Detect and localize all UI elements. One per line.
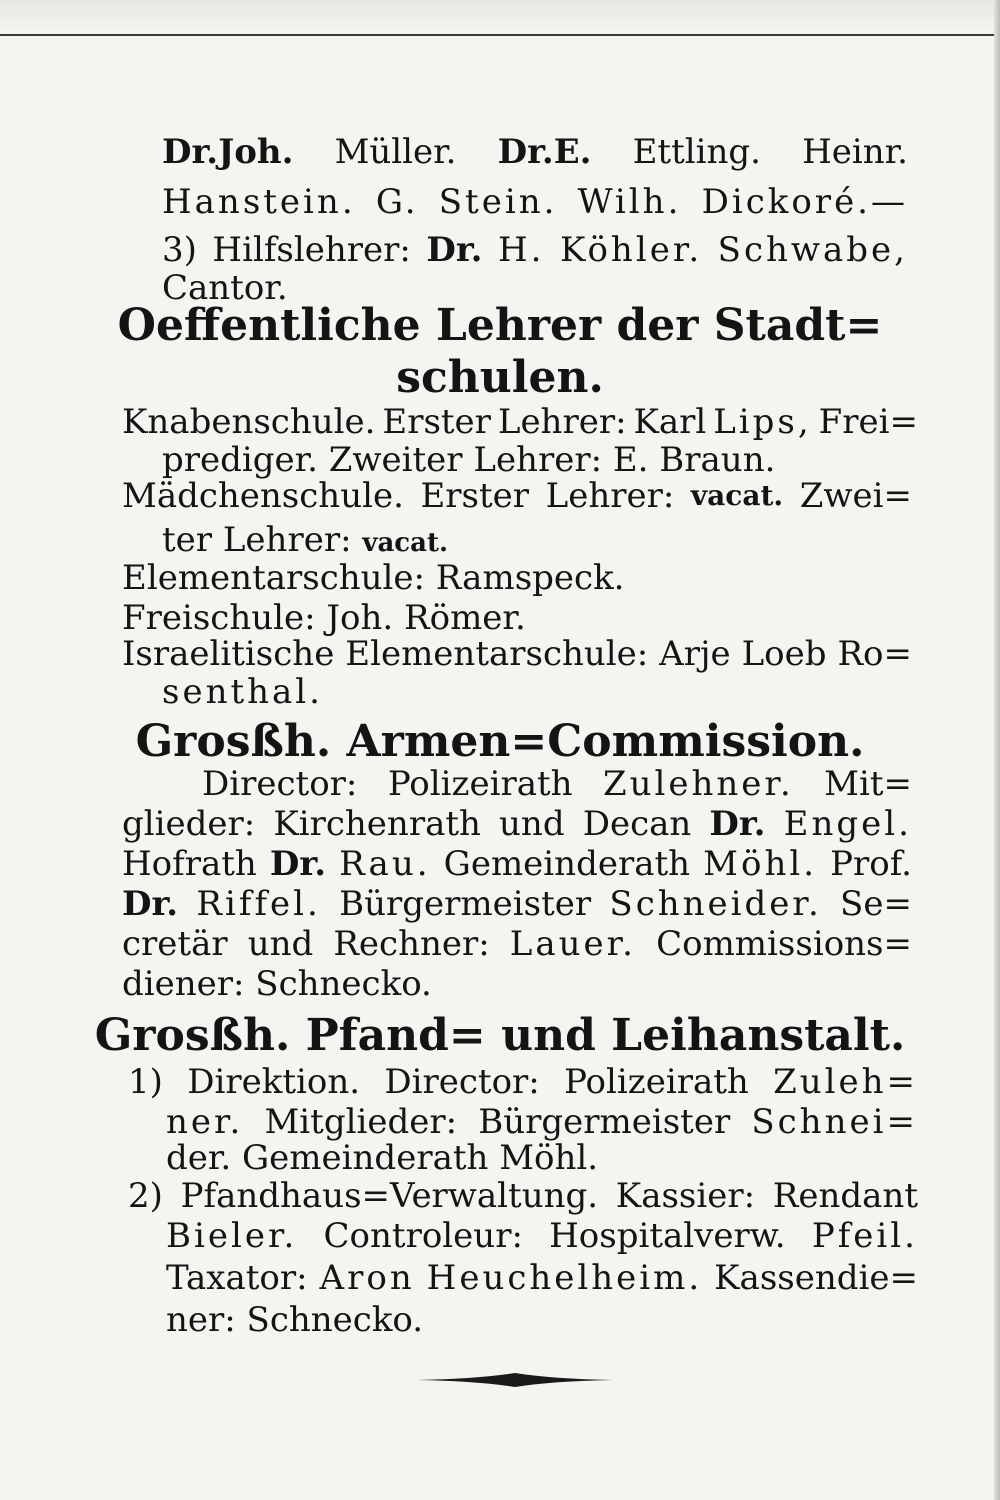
word: Schnei= (751, 1102, 918, 1142)
word: Frei= (818, 402, 918, 442)
israelitische-line-2: senthal. (162, 672, 323, 712)
elementarschule-line: Elementarschule: Ramspeck. (122, 558, 625, 598)
word: 2) (128, 1176, 163, 1216)
word: Lips, (713, 402, 812, 442)
word: Dr.Joh. (162, 132, 294, 172)
word: Möhl. (703, 844, 818, 884)
armen-line-3 (0, 842, 1000, 886)
word: glieder: (122, 804, 256, 844)
word: Hofrath (122, 844, 257, 884)
intro-line-4: Cantor. (162, 268, 288, 308)
word: Mitglieder: (264, 1102, 458, 1142)
word: Erster (382, 402, 491, 442)
word: cretär (122, 924, 228, 964)
word: Pfandhaus=Verwaltung. (180, 1176, 599, 1216)
closing-ornament (417, 1370, 613, 1390)
word: Bürgermeister (339, 884, 592, 924)
word: Pfeil. (811, 1216, 918, 1256)
word: Hilfslehrer: (212, 230, 411, 270)
freischule-line: Freischule: Joh. Römer. (122, 598, 526, 638)
word: Zwei= (799, 476, 912, 516)
word: Rendant (772, 1176, 918, 1216)
word: Rau. (339, 844, 431, 884)
armen-line-4 (0, 882, 1000, 926)
word: Loeb (741, 634, 827, 674)
word: Hanstein. (162, 182, 356, 222)
word: Riffel. (196, 884, 321, 924)
word: Schneider. (609, 884, 822, 924)
word: Heuchelheim. (426, 1258, 703, 1298)
word: Lehrer: (497, 402, 627, 442)
intro-line-1 (0, 130, 1000, 174)
word: Aron (319, 1258, 415, 1298)
word: G. (375, 182, 419, 222)
word: Engel. (783, 804, 912, 844)
section-heading-stadtschulen: Oeffentliche Lehrer der Stadt= (117, 300, 883, 351)
section-heading-armen-commission: Grosßh. Armen=Commission. (135, 716, 865, 767)
word: 1) (128, 1062, 163, 1102)
armen-line-6: diener: Schnecko. (122, 964, 432, 1004)
word: Bieler. (166, 1216, 298, 1256)
word: Lehrer: (545, 476, 675, 516)
word: Dr. (269, 844, 327, 884)
word: H. (497, 230, 545, 270)
armen-line-5 (0, 922, 1000, 966)
section-heading-stadtschulen-2: schulen. (396, 352, 604, 403)
word: Knabenschule. (122, 402, 376, 442)
word: Dr. (709, 804, 766, 844)
word: Commissions= (656, 924, 912, 964)
word: Dickoré.— (701, 182, 908, 222)
knabenschule-line-2: prediger. Zweiter Lehrer: E. Braun. (162, 440, 776, 480)
word: vacat. (690, 479, 784, 512)
word: Prof. (830, 844, 912, 884)
word: Bürgermeister (478, 1102, 731, 1142)
word: Zulehner. (602, 764, 794, 804)
word: Controleur: (323, 1216, 523, 1256)
word: Polizeirath (387, 764, 573, 804)
word: Ro= (837, 634, 912, 674)
word: Dr. (426, 230, 483, 270)
word: Heinr. (802, 132, 908, 172)
word: Gemeinderath (443, 844, 691, 884)
word: ter Lehrer: (162, 520, 352, 560)
word: Director: (384, 1062, 540, 1102)
word: 3) (162, 230, 197, 270)
pfand-verwaltung-line-3 (0, 1256, 1000, 1300)
word: Director: (202, 764, 358, 804)
word: Arje (659, 634, 731, 674)
pfand-direktion-line-1 (0, 1060, 1000, 1104)
word: Stein. (438, 182, 558, 222)
word: Taxator: (166, 1258, 308, 1298)
word: ner. (166, 1102, 244, 1142)
pfand-verwaltung-line-4: ner: Schnecko. (166, 1300, 424, 1340)
word: Israelitische (122, 634, 335, 674)
word: Decan (582, 804, 692, 844)
word: vacat. (362, 528, 449, 558)
word: Wilh. (577, 182, 682, 222)
word: Kassendie= (714, 1258, 918, 1298)
word: Karl (633, 402, 707, 442)
word: Elementarschule: (345, 634, 649, 674)
word: Se= (840, 884, 912, 924)
word: Rechner: (333, 924, 490, 964)
intro-line-2 (0, 180, 1000, 224)
word: Dr. (122, 884, 179, 924)
word: Köhler. (559, 230, 703, 270)
word: Mädchenschule. (122, 476, 404, 516)
word: Zuleh= (773, 1062, 918, 1102)
word: Polizeirath (564, 1062, 749, 1102)
word: Schwabe, (717, 230, 908, 270)
word: Mit= (824, 764, 912, 804)
word: Direktion. (187, 1062, 361, 1102)
maedchenschule-line-1 (0, 474, 1000, 518)
word: und (247, 924, 314, 964)
word: Müller. (334, 132, 457, 172)
pfand-verwaltung-line-1 (0, 1174, 1000, 1218)
word: Kirchenrath (273, 804, 481, 844)
pfand-direktion-line-3: der. Gemeinderath Möhl. (166, 1138, 599, 1178)
word: Lauer. (509, 924, 636, 964)
section-heading-pfand-leihanstalt: Grosßh. Pfand= und Leihanstalt. (94, 1010, 906, 1061)
word: Erster (420, 476, 530, 516)
armen-line-2 (0, 802, 1000, 846)
word: Dr.E. (497, 132, 592, 172)
word: und (499, 804, 565, 844)
pfand-verwaltung-line-2 (0, 1214, 1000, 1258)
word: Ettling. (632, 132, 761, 172)
word: Kassier: (615, 1176, 756, 1216)
page-top-rule (0, 0, 1000, 36)
word: Hospitalverw. (549, 1216, 786, 1256)
armen-line-1 (0, 762, 1000, 806)
